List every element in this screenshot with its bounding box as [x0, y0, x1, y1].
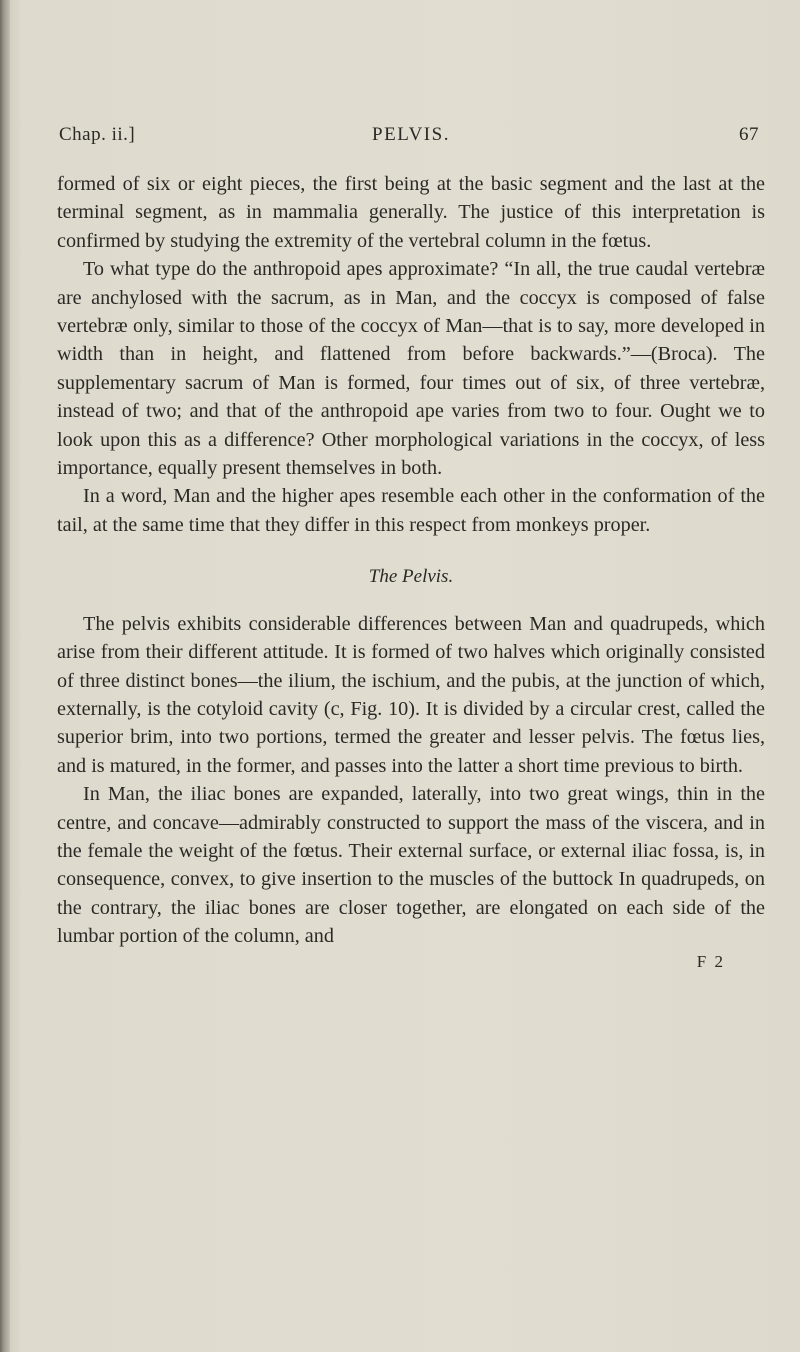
section-heading: The Pelvis. — [368, 566, 454, 588]
paragraph: In Man, the iliac bones are expanded, laterally, into two great wings, thin in the centre, and concave—admirably constructed to support the mass of the viscera, and in the female the weight of the fœtus. Their external surface, or external iliac fossa, is, in consequence, convex, to give insertion to the muscles of the buttock In quadrupeds, on the contrary, the iliac bones are closer together, are elongated on each side of the lumbar portion of the column, and — [57, 783, 765, 948]
running-head — [57, 124, 765, 148]
page-spine-shadow — [0, 0, 10, 1352]
page-number: 67 — [739, 124, 759, 145]
signature-mark: F 2 — [696, 951, 725, 971]
chapter-label: Chap. ii.] — [59, 124, 136, 145]
paragraph: formed of six or eight pieces, the first being at the basic segment and the last at the terminal segment, as in mammalia generally. The justice of this interpretation is confirmed by studying the extremity of the vertebral column in the fœtus. — [57, 173, 765, 252]
body-text — [57, 170, 765, 973]
paragraph: The pelvis exhibits considerable differences between Man and quadrupeds, which arise from their different attitude. It is formed of two halves which originally consisted of three distinct bones—the ilium, the ischium, and the pubis, at the junction of which, externally, is the cotyloid cavity (c, Fig. 10). It is divided by a circular crest, called the superior brim, into two portions, termed the greater and lesser pelvis. The fœtus lies, and is matured, in the former, and passes into the latter a short time previous to birth. — [57, 612, 765, 777]
paragraph: In a word, Man and the higher apes resemble each other in the conformation of the tail, at the same time that they differ in this respect from monkeys proper. — [57, 485, 765, 536]
text-block — [57, 124, 765, 973]
paragraph: To what type do the anthropoid apes approximate? “In all, the true caudal vertebræ are anchylosed with the sacrum, as in Man, and the coccyx is composed of false vertebræ only, similar to those of the coccyx of Man—that is to say, more developed in width than in height, and flattened from before backwards.”—(Broca). The supplementary sacrum of Man is formed, four times out of six, of three vertebræ, instead of two; and that of the anthropoid ape varies from two to four. Ought we to look upon this as a difference? Other morphological variations in the coccyx, of less importance, equally present themselves in both. — [57, 258, 765, 480]
page-title: PELVIS. — [372, 124, 450, 145]
